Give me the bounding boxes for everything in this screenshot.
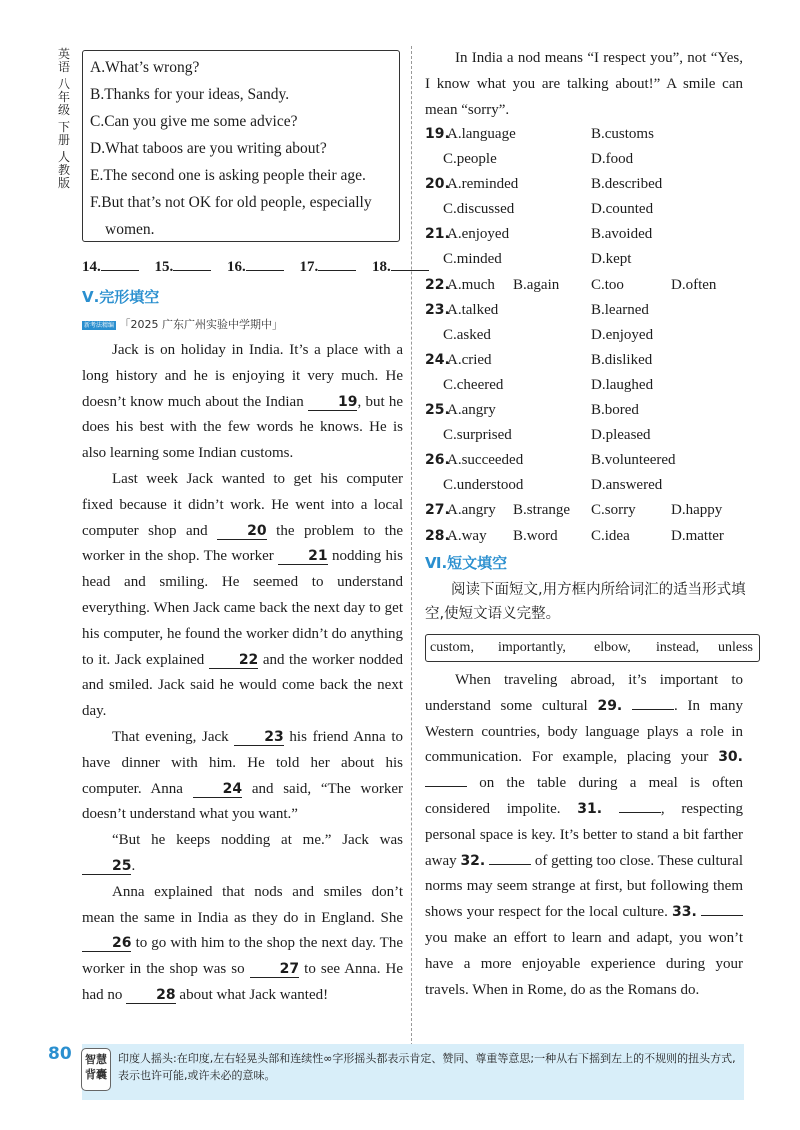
choice-option[interactable]: B.avoided	[591, 226, 653, 243]
answer-blank[interactable]: 14.	[82, 259, 139, 275]
choice-option[interactable]: C.understood	[443, 477, 524, 494]
source-text: 「2025 广东广州实验中学期中」	[119, 318, 283, 331]
choice-option[interactable]: D.answered	[591, 477, 663, 494]
choice-row: 24. A.cried B.disliked	[425, 348, 755, 373]
option-c: C.Can you give me some advice?	[90, 113, 298, 130]
tip-badge: 智慧 背囊	[81, 1048, 111, 1091]
choice-option[interactable]: A.cried	[447, 351, 492, 368]
cloze-paragraph: Last week Jack wanted to get his computer fixed because it didn’t work. He went into a local computer shop and 20 the problem to the worker in the shop. The worker 21 nodding his head and smiling. He seemed to understand everything. When Jack came back the next day to get his computer, he found the worker didn’t do anything to it. Jack explained 22 and the worker nodded and smiled. Jack said he would come back the next day.	[82, 470, 404, 720]
blank-25[interactable]: 25	[82, 858, 131, 875]
choice-option[interactable]: C.surprised	[443, 427, 512, 444]
choice-option[interactable]: B.disliked	[591, 351, 653, 368]
choice-option[interactable]: A.angry	[447, 502, 496, 519]
word-item: instead,	[656, 640, 700, 655]
choice-row: 19. A.language B.customs	[425, 122, 755, 147]
choice-option[interactable]: B.strange	[513, 502, 571, 519]
choice-row	[425, 473, 755, 498]
choice-option[interactable]: D.kept	[591, 251, 632, 268]
cloze-passage	[82, 338, 403, 1009]
option-f: F.But that’s not OK for old people, especially	[90, 194, 372, 211]
blank-23[interactable]: 23	[234, 729, 283, 746]
option-e: E.The second one is asking people their age.	[90, 167, 366, 184]
option-d: D.What taboos are you writing about?	[90, 140, 327, 157]
choice-option[interactable]: B.word	[513, 527, 558, 544]
choice-option[interactable]: D.counted	[591, 201, 654, 218]
answer-blank[interactable]: 18.	[372, 259, 429, 275]
blank-21[interactable]: 21	[278, 548, 327, 565]
word-item: elbow,	[594, 640, 631, 655]
choice-option[interactable]: C.cheered	[443, 376, 504, 393]
choice-option[interactable]: A.enjoyed	[447, 226, 510, 243]
choice-option[interactable]: B.bored	[591, 402, 639, 419]
edition-label: 人教版	[57, 150, 70, 190]
cloze-paragraph: Jack is on holiday in India. It’s a place with a long history and he is enjoying it very much. He doesn’t know much about the Indian 19, but he does his best with the few words he knows. He is also learning some Indian customs.	[82, 342, 404, 462]
choice-option[interactable]: B.again	[513, 276, 560, 293]
choice-option[interactable]: C.discussed	[443, 201, 515, 218]
source-line	[82, 316, 283, 332]
choice-option[interactable]: C.asked	[443, 326, 491, 343]
grade-label: 八年级	[57, 77, 70, 117]
subject-label: 英语	[57, 47, 70, 74]
choice-option[interactable]: A.language	[447, 126, 516, 142]
choice-option[interactable]: D.laughed	[591, 376, 654, 393]
choice-option[interactable]: A.reminded	[447, 176, 519, 193]
blank-32[interactable]	[489, 852, 531, 865]
option-b: B.Thanks for your ideas, Sandy.	[90, 86, 290, 103]
option-a: A.What’s wrong?	[90, 59, 200, 76]
blank-30[interactable]	[425, 774, 467, 787]
word-item: unless	[718, 640, 753, 655]
choice-row: 20. A.reminded B.described	[425, 172, 755, 197]
blank-31[interactable]	[619, 800, 661, 813]
section-v-title: Ⅴ.完形填空	[82, 288, 160, 306]
choice-row: 23. A.talked B.learned	[425, 298, 755, 323]
fill-passage: When traveling abroad, it’s important to understand some cultural 29. . In many Western countries, body language plays a role in communication. For example, placing your 30. on the table during a meal is often considered impolite. 31. , respecting personal space is key. It’s better to stand a bit farther away 32. of getting too close. These cultural norms may seem strange at first, but following them shows your respect for the local culture. 33. you make an effort to learn and adapt, you won’t have a more enjoyable experience during your travels. When in Rome, do as the Romans do.	[425, 672, 744, 998]
choice-option[interactable]: D.matter	[671, 527, 724, 544]
choice-row	[425, 423, 755, 448]
new-method-badge: 新考法精编	[84, 321, 115, 329]
answer-blanks	[82, 258, 441, 276]
word-item: custom,	[430, 640, 474, 655]
answer-blank[interactable]: 16.	[227, 259, 284, 275]
blank-24[interactable]: 24	[193, 781, 242, 798]
blank-20[interactable]: 20	[217, 523, 266, 540]
choice-row	[425, 247, 755, 272]
choice-option[interactable]: A.succeeded	[447, 452, 524, 469]
blank-19[interactable]: 19	[308, 394, 357, 411]
choices-list	[425, 122, 755, 549]
choice-option[interactable]: D.enjoyed	[591, 326, 654, 343]
choice-option[interactable]: B.learned	[591, 301, 649, 318]
choice-option[interactable]: A.angry	[447, 402, 496, 419]
choice-option[interactable]: D.pleased	[591, 427, 651, 444]
choice-option[interactable]: D.often	[671, 276, 717, 293]
choice-option[interactable]: C.idea	[591, 527, 630, 544]
choice-option[interactable]: C.minded	[443, 251, 502, 268]
blank-33[interactable]	[701, 903, 743, 916]
choice-row	[425, 373, 755, 398]
choice-option[interactable]: C.people	[443, 151, 497, 168]
choice-row	[425, 197, 755, 222]
choice-option[interactable]: A.much	[447, 276, 495, 293]
choice-option[interactable]: D.food	[591, 151, 634, 168]
choice-option[interactable]: B.described	[591, 176, 663, 193]
choice-row: 27. A.angry B.strange C.sorry D.happy	[425, 498, 755, 523]
choice-option[interactable]: B.volunteered	[591, 452, 676, 469]
choice-option[interactable]: A.talked	[447, 301, 499, 318]
word-box	[425, 634, 760, 662]
choice-row	[425, 147, 755, 172]
options-box	[82, 50, 400, 242]
word-item: importantly,	[498, 640, 566, 655]
blank-26[interactable]: 26	[82, 935, 131, 952]
cloze-paragraph: Anna explained that nods and smiles don’t mean the same in India as they do in England. She 26 to go with him to the shop the next day. The worker in the shop was so 27 to see Anna. He had no 28 about what Jack wanted!	[82, 883, 403, 1003]
choice-row: 21. A.enjoyed B.avoided	[425, 222, 755, 247]
blank-22[interactable]: 22	[209, 652, 258, 669]
choice-option[interactable]: C.sorry	[591, 502, 636, 519]
cloze-paragraph: That evening, Jack 23 his friend Anna to have dinner with him. He told her about his computer. Anna 24 and said, “The worker doesn’t understand what you want.”	[82, 728, 404, 823]
choice-row	[425, 323, 755, 348]
section-vi-instruction: 阅读下面短文,用方框内所给词汇的适当形式填空,使短文语义完整。	[425, 582, 746, 622]
option-f-cont: women.	[105, 221, 155, 238]
volume-label: 下册	[57, 120, 70, 147]
sidebar-label	[55, 48, 73, 194]
choice-option[interactable]: D.happy	[671, 502, 723, 519]
tip-text: 印度人摇头:在印度,左右轻晃头部和连续性∞字形摇头都表示肯定、赞同、尊重等意思;一种从右下摇到左上的不规则的扭头方式,表示也许可能,或许未必的意味。	[118, 1052, 736, 1082]
choice-option[interactable]: A.way	[447, 527, 487, 544]
choice-row: 28. A.way B.word C.idea D.matter	[425, 524, 755, 549]
choice-row: 26. A.succeeded B.volunteered	[425, 448, 755, 473]
cloze-paragraph-last: In India a nod means “I respect you”, not “Yes, I know what you are talking about!” A smile can mean “sorry”.	[425, 50, 743, 118]
blank-27[interactable]: 27	[250, 961, 299, 978]
blank-29[interactable]	[632, 697, 674, 710]
column-divider	[411, 46, 412, 1046]
answer-blank[interactable]: 15.	[155, 259, 212, 275]
section-vi-title: Ⅵ.短文填空	[425, 554, 508, 572]
choice-row: 22. A.much B.again C.too D.often	[425, 273, 755, 298]
cloze-paragraph: “But he keeps nodding at me.” Jack was 25.	[82, 828, 403, 880]
choice-option[interactable]: B.customs	[591, 126, 654, 142]
answer-blank[interactable]: 17.	[300, 259, 357, 275]
choice-row: 25. A.angry B.bored	[425, 398, 755, 423]
choice-option[interactable]: C.too	[591, 276, 624, 293]
blank-28[interactable]: 28	[126, 987, 175, 1004]
page-number: 80	[48, 1044, 72, 1064]
